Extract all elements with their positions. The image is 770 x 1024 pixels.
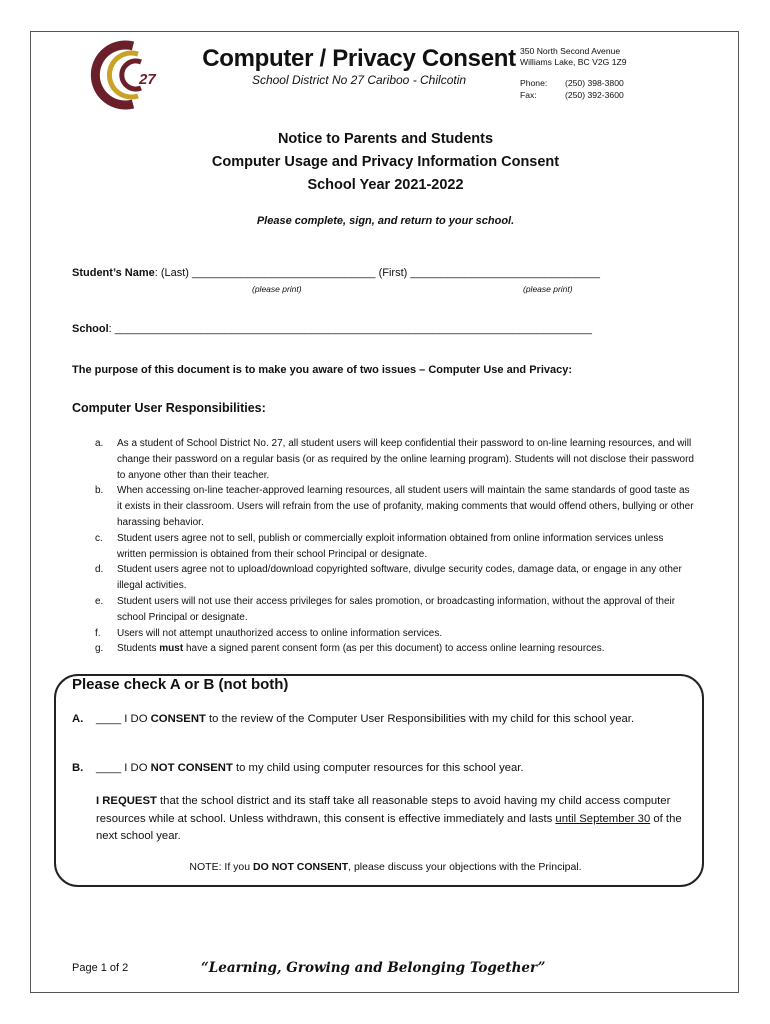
- option-text: [96, 711, 634, 729]
- item-text: When accessing on-line teacher-approved learning resources, all student users will maintain the same standards of good taste as it exists in their classroom. Users will refrain from the use of profanity, making comments that would offend others, bullying or other harassing behavior.: [117, 485, 694, 528]
- item-text: Student users will not use their access privileges for sales promotion, or broadcasting information, without the approval of their school Principal or designate.: [117, 595, 676, 623]
- option-emphasis: NOT CONSENT: [150, 762, 233, 774]
- notice-line: Computer Usage and Privacy Information Consent: [211, 154, 560, 170]
- fax-row: [520, 89, 624, 101]
- fax-label: Fax:: [520, 90, 537, 100]
- phone-number: (250) 398-3800: [565, 78, 624, 88]
- school-label: School: [72, 323, 109, 335]
- fax-number: (250) 392-3600: [565, 90, 624, 100]
- contact-info: [520, 77, 624, 101]
- responsibilities-heading: Computer User Responsibilities:: [72, 401, 266, 415]
- phone-row: [520, 77, 624, 89]
- purpose-statement: The purpose of this document is to make you aware of two issues – Computer Use and Privacy:: [72, 364, 573, 376]
- item-text: Student users agree not to sell, publish or commercially exploit information obtained from online information services unless written permission is obtained from their school Principal or designate.: [117, 532, 664, 560]
- item-marker: e.: [95, 595, 104, 607]
- request-deadline: until September 30: [555, 812, 651, 825]
- request-text-end: of the next school year.: [96, 812, 682, 842]
- request-paragraph: [96, 793, 706, 846]
- student-name-field[interactable]: [72, 267, 600, 279]
- address-line: 350 North Second Avenue: [520, 46, 621, 56]
- option-text-part: to my child using computer resources for this school year.: [232, 762, 524, 774]
- district-name: School District No 27 Cariboo - Chilcotin: [251, 73, 467, 87]
- responsibilities-list: [95, 436, 695, 657]
- note-emphasis: DO NOT CONSENT: [253, 861, 349, 873]
- item-text: Users will not attempt unauthorized access to online information services.: [117, 627, 443, 639]
- school-year: School Year 2021-2022: [307, 177, 464, 193]
- item-marker: f.: [95, 627, 101, 639]
- request-label: I REQUEST: [96, 795, 157, 807]
- school-field[interactable]: [72, 323, 592, 335]
- notice-heading: [31, 128, 740, 197]
- item-text-part: Students: [117, 643, 160, 655]
- request-text: that the school district and its staff take all reasonable steps to avoid having my child access computer resources while at school. Unless withdrawn, this consent is effective immediately and lasts: [96, 795, 671, 825]
- phone-label: Phone:: [520, 78, 548, 88]
- list-item: [95, 436, 695, 483]
- item-marker: a.: [95, 438, 104, 449]
- list-item: [95, 626, 695, 642]
- item-marker: d.: [95, 564, 104, 576]
- list-item: [95, 562, 695, 594]
- list-item: [95, 641, 695, 657]
- option-emphasis: CONSENT: [150, 713, 206, 725]
- option-b-not-consent[interactable]: [72, 760, 702, 778]
- option-text-part: to the review of the Computer User Responsibilities with my child for this school year.: [205, 713, 635, 725]
- note-text: NOTE: If you: [189, 861, 254, 873]
- list-item: [95, 531, 695, 563]
- consent-choice-box: [54, 674, 704, 887]
- item-emphasis: must: [159, 643, 184, 655]
- item-marker: g.: [95, 643, 104, 655]
- student-name-blanks: : (Last) ______________________________ (First) _______________________________: [154, 267, 601, 279]
- address-line: Williams Lake, BC V2G 1Z9: [520, 57, 627, 67]
- district-address: [520, 46, 627, 68]
- student-name-label: Student’s Name: [72, 267, 155, 279]
- item-text: As a student of School District No. 27, all student users will keep confidential their password to on-line learning resources, and will change their password on a regular basis (or as required by the online learning program). Students will not disclose their password to anyone other than their teacher.: [117, 438, 694, 481]
- document-page: [30, 31, 739, 993]
- first-name-hint: (please print): [523, 284, 573, 294]
- item-text: [117, 641, 695, 657]
- option-text: [96, 760, 524, 778]
- school-blank: : ______________________________________________________________________________: [108, 323, 592, 335]
- item-text-part: have a signed parent consent form (as per this document) to access online learning resources.: [183, 643, 605, 655]
- option-a-consent[interactable]: [72, 711, 702, 729]
- notice-line: Notice to Parents and Students: [277, 131, 494, 147]
- option-letter: A.: [72, 713, 84, 725]
- page-number: Page 1 of 2: [72, 962, 129, 974]
- document-title: Computer / Privacy Consent: [202, 45, 516, 72]
- return-instruction: Please complete, sign, and return to your school.: [256, 215, 515, 227]
- item-marker: b.: [95, 485, 104, 497]
- item-text: Student users agree not to upload/download copyrighted software, divulge security codes, damage data, or engage in any other illegal activities.: [117, 564, 682, 592]
- option-letter: B.: [72, 762, 84, 774]
- item-marker: c.: [95, 532, 103, 544]
- principal-note: [31, 861, 740, 873]
- consent-choice-title: Please check A or B (not both): [72, 676, 289, 693]
- note-text: , please discuss your objections with the Principal.: [348, 861, 582, 873]
- option-text-part: ____ I DO: [96, 762, 151, 774]
- list-item: [95, 483, 695, 530]
- logo-number: 27: [139, 71, 156, 88]
- last-name-hint: (please print): [252, 284, 302, 294]
- option-text-part: ____ I DO: [96, 713, 151, 725]
- district-logo: [83, 40, 191, 110]
- district-motto: “Learning, Growing and Belonging Together”: [201, 960, 546, 976]
- list-item: [95, 594, 695, 626]
